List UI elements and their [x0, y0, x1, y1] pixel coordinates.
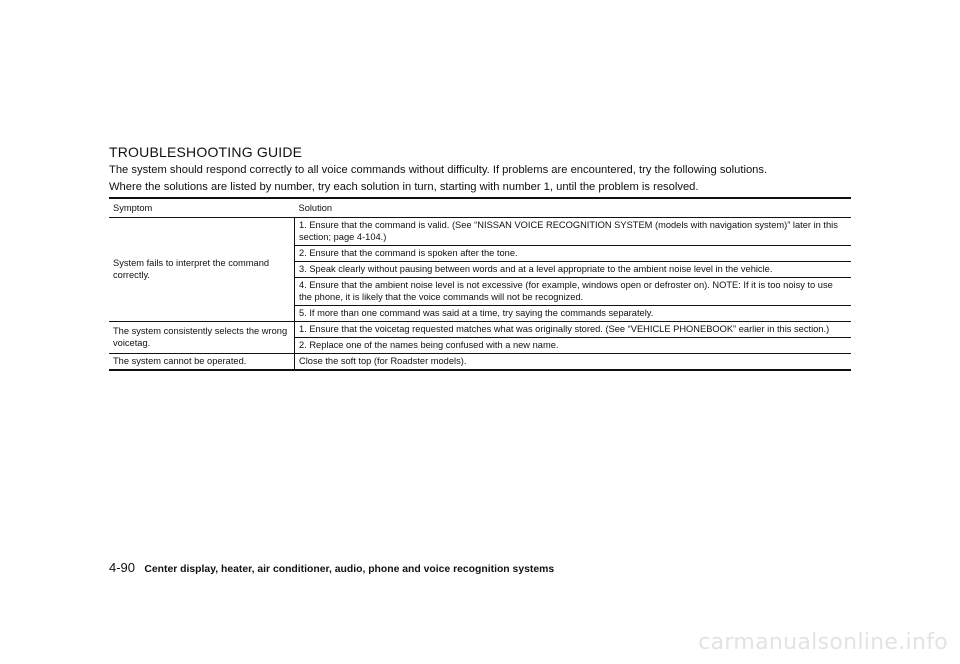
- table-header-row: [109, 198, 851, 218]
- intro-paragraph-1: The system should respond correctly to all voice commands without difficulty. If problems are encountered, try the following solutions.: [109, 164, 768, 176]
- header-solution: Solution: [295, 198, 852, 218]
- solution-cell: 5. If more than one command was said at a time, try saying the commands separately.: [295, 306, 852, 322]
- solution-cell: 2. Ensure that the command is spoken after the tone.: [295, 246, 852, 262]
- solution-cell: 2. Replace one of the names being confused with a new name.: [295, 338, 852, 354]
- table-row: [109, 354, 851, 371]
- solution-cell: 4. Ensure that the ambient noise level is not excessive (for example, windows open or defroster on). NOTE: If it is too noisy to use the phone, it is likely that the voice commands will not be recognized.: [295, 278, 852, 306]
- symptom-cell: The system cannot be operated.: [109, 354, 295, 371]
- watermark: carmanualsonline.info: [698, 630, 948, 655]
- solution-cell: Close the soft top (for Roadster models).: [299, 356, 467, 366]
- solution-cell: 3. Speak clearly without pausing between words and at a level appropriate to the ambient noise level in the vehicle.: [295, 262, 852, 278]
- table-row: [109, 218, 851, 246]
- section-title: TROUBLESHOOTING GUIDE: [109, 144, 303, 160]
- symptom-cell: System fails to interpret the command correctly.: [109, 218, 295, 322]
- chapter-title: Center display, heater, air conditioner, audio, phone and voice recognition systems: [144, 564, 555, 575]
- solution-cell: 1. Ensure that the voicetag requested matches what was originally stored. (See “VEHICLE PHONEBOOK” earlier in this section.): [295, 322, 852, 338]
- troubleshooting-table: [109, 197, 851, 371]
- symptom-cell: The system consistently selects the wrong voicetag.: [109, 322, 295, 354]
- solution-cell: 1. Ensure that the command is valid. (See “NISSAN VOICE RECOGNITION SYSTEM (models with navigation system)” later in this section; page 4-104.): [295, 218, 852, 246]
- table-row: [109, 322, 851, 338]
- page-footer: [109, 560, 554, 575]
- header-symptom: Symptom: [109, 198, 295, 218]
- page-number: 4-90: [109, 560, 136, 575]
- intro-paragraph-2: Where the solutions are listed by number, try each solution in turn, starting with number 1, until the problem is resolved.: [109, 181, 699, 193]
